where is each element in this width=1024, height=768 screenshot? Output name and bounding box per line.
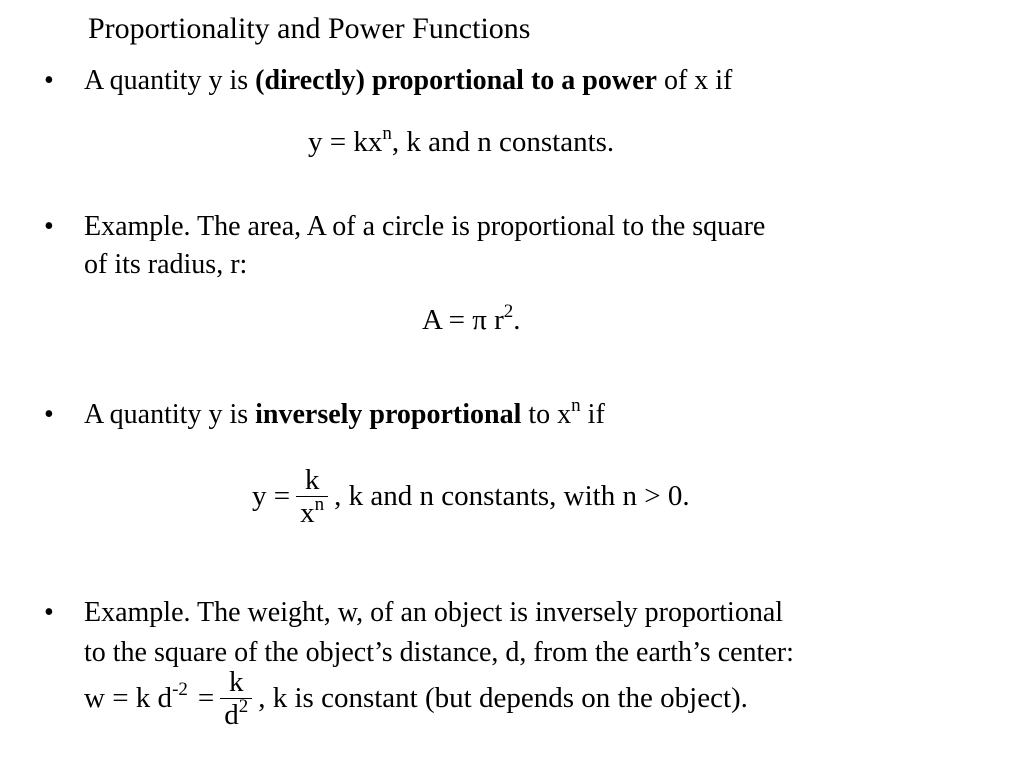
text-pre: A quantity y is bbox=[84, 65, 256, 96]
bullet-text bbox=[84, 62, 732, 100]
text-bold-inversely-proportional: inversely proportional bbox=[255, 399, 522, 430]
text-bold-proportional-power: proportional to a power bbox=[365, 65, 657, 96]
equation-circle-area bbox=[422, 301, 521, 337]
bullet-text-line1: Example. The area, A of a circle is proportional to the square bbox=[84, 211, 766, 242]
text-post: of x if bbox=[656, 65, 733, 96]
eq-lhs: w = k d bbox=[84, 682, 173, 715]
fraction-numerator: k bbox=[304, 464, 320, 496]
denominator-base: x bbox=[300, 497, 315, 529]
bullet-dot: • bbox=[44, 65, 54, 96]
slide-title: Proportionality and Power Functions bbox=[88, 12, 531, 45]
text-pre: A quantity y is bbox=[84, 399, 256, 430]
equation-direct-power bbox=[308, 123, 615, 159]
fraction-denominator bbox=[296, 494, 328, 533]
eq-rest: , k and n constants. bbox=[391, 126, 615, 158]
bullet-dot: • bbox=[44, 211, 54, 242]
bullet-text-line1: Example. The weight, w, of an object is inversely proportional bbox=[84, 597, 784, 628]
denominator-base: d bbox=[224, 699, 239, 731]
eq-lhs: y = kx bbox=[308, 126, 383, 158]
eq-exponent: -2 bbox=[172, 679, 188, 701]
denominator-exponent: n bbox=[314, 494, 325, 515]
fraction-numerator: k bbox=[229, 666, 244, 698]
bullet-dot: • bbox=[44, 597, 54, 628]
bullet-dot: • bbox=[44, 399, 54, 430]
eq-lhs: A = π r bbox=[422, 304, 504, 336]
eq-equals: = bbox=[197, 682, 215, 715]
bullet-text-line2: of its radius, r: bbox=[84, 249, 248, 280]
equation-inverse-power bbox=[252, 464, 690, 533]
eq-rest: , k is constant (but depends on the object). bbox=[258, 682, 748, 715]
eq-rest: . bbox=[513, 304, 521, 336]
text-bold-directly: (directly) bbox=[255, 65, 366, 96]
denominator-exponent: 2 bbox=[238, 696, 249, 717]
equation-weight bbox=[84, 666, 748, 735]
eq-fraction bbox=[220, 666, 252, 735]
eq-lhs: y = bbox=[252, 480, 291, 513]
bullet-text-line2: to the square of the object’s distance, d, from the earth’s center: bbox=[84, 637, 794, 668]
fraction-denominator bbox=[220, 696, 252, 735]
eq-exponent: 2 bbox=[503, 301, 514, 322]
bullet-text bbox=[84, 396, 605, 437]
eq-exponent: n bbox=[382, 123, 392, 144]
text-post: if bbox=[580, 399, 605, 430]
text-mid: to x bbox=[521, 399, 572, 430]
text-exponent: n bbox=[571, 395, 581, 416]
eq-fraction bbox=[296, 464, 328, 533]
eq-rest: , k and n constants, with n > 0. bbox=[334, 480, 690, 513]
